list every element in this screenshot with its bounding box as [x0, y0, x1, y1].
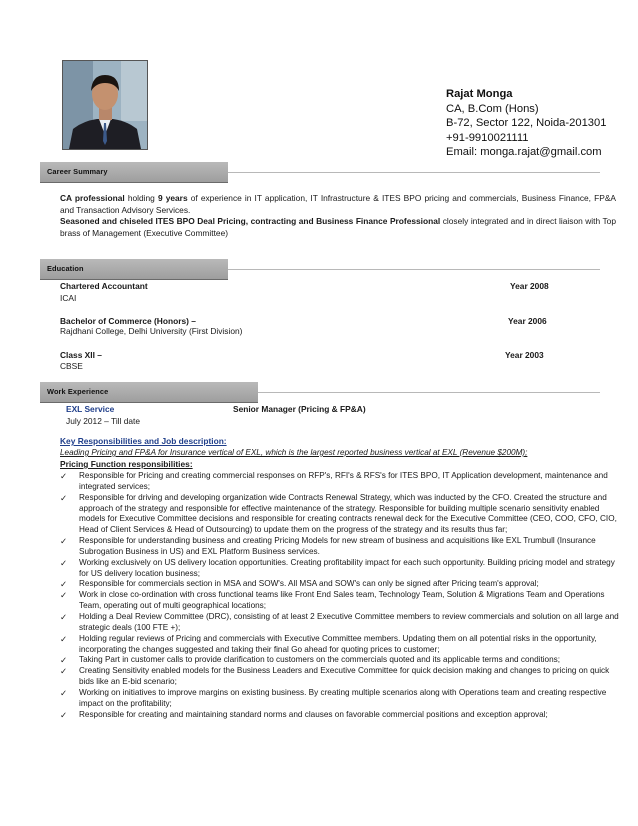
education-title-1: Bachelor of Commerce (Honors) –	[60, 316, 196, 326]
education-institution-2: CBSE	[60, 361, 83, 371]
education-year-2: Year 2003	[505, 350, 544, 360]
check-icon: ✓	[60, 557, 68, 568]
list-item	[60, 471, 620, 493]
summary-text: of experience in IT application, IT Infrastructure & ITES BPO pricing and commercials, Business Finance, FP&A and Transaction Advisory Services.	[60, 193, 616, 215]
summary-bold: 9 years	[157, 193, 188, 203]
list-item-text: Working on initiatives to improve margins on existing business. By creating multiple scenarios along with Operations team and creating respective impact on the profitability;	[79, 687, 607, 708]
career-summary-text	[60, 193, 616, 239]
phone: +91-9910021111	[446, 131, 529, 144]
list-item-text: Responsible for understanding business and creating Pricing Models for new stream of business and acquisitions like EXL Trumbull (Insurance Subrogation Business in US) and EXL Platform Business services.	[79, 536, 596, 556]
contact-block	[446, 87, 606, 160]
career-summary-header	[40, 162, 228, 183]
work-experience-title: Work Experience	[47, 387, 109, 396]
list-item	[60, 590, 620, 612]
qualification: CA, B.Com (Hons)	[446, 102, 539, 115]
list-item	[60, 688, 620, 710]
list-item-text: Working exclusively on US delivery location opportunities. Creating profitability impact for each such opportunity. Building pricing model and strategy for US delivery location business;	[79, 557, 615, 578]
check-icon: ✓	[60, 666, 68, 677]
list-item-text: Responsible for driving and developing organization wide Contracts Renewal Strategy, which was inducted by the CFO. Created the structure and approach of the strategy and responsible for effective maintenance of the strategy. Responsible for building multiple scenario sensitivity enabled models for Executive Committee decisions and responsible for creating contracts renewal deck for the Executive Committee (CEO, COO, CFO, CIO, Head of Client Services & Head of Outsourcing) to update them on the progress of the strategy and its results thus far;	[79, 492, 617, 535]
company-name: EXL Service	[66, 404, 115, 414]
summary-paragraph-1	[60, 193, 616, 216]
education-title: Education	[47, 264, 84, 273]
list-item	[60, 655, 620, 666]
profile-photo	[62, 60, 148, 150]
summary-bold: CA professional	[60, 193, 125, 203]
list-item	[60, 579, 620, 590]
education-year-1: Year 2006	[508, 316, 547, 326]
list-item-text: Responsible for commercials section in MSA and SOW's. All MSA and SOW's can only be signed after Pricing team's approval;	[79, 579, 539, 589]
summary-bold: Seasoned and chiseled ITES BPO Deal Pricing, contracting and Business Finance Professional	[60, 216, 441, 227]
list-item-text: Taking Part in customer calls to provide clarification to customers on the commercials quoted and its applicable terms and conditions;	[79, 655, 561, 665]
education-year-0: Year 2008	[510, 281, 549, 291]
list-item	[60, 536, 620, 558]
candidate-name: Rajat Monga	[446, 88, 513, 100]
address: B-72, Sector 122, Noida-201301	[446, 117, 607, 129]
education-header	[40, 259, 228, 280]
check-icon: ✓	[60, 687, 68, 698]
check-icon: ✓	[60, 492, 68, 503]
summary-text: closely integrated and in direct liaison with Top brass of Management (Executive Committee)	[60, 216, 616, 238]
work-experience-header	[40, 382, 258, 403]
career-summary-title: Career Summary	[47, 167, 108, 176]
list-item	[60, 666, 620, 688]
list-item	[60, 710, 620, 721]
education-title-2: Class XII –	[60, 350, 102, 360]
check-icon: ✓	[60, 579, 68, 590]
email[interactable]: Email: monga.rajat@gmail.com	[446, 146, 602, 158]
check-icon: ✓	[60, 655, 68, 666]
key-responsibilities-heading: Key Responsibilities and Job description:	[60, 436, 227, 446]
job-role: Senior Manager (Pricing & FP&A)	[233, 404, 366, 414]
check-icon: ✓	[60, 590, 68, 601]
list-item-text: Holding a Deal Review Committee (DRC), consisting of at least 2 Executive Committee members to review commercials and solution on all large and strategic deals (100 FTE +);	[79, 611, 619, 632]
summary-paragraph-2	[60, 216, 616, 239]
education-institution-1: Rajdhani College, Delhi University (First Division)	[60, 326, 243, 336]
check-icon: ✓	[60, 611, 68, 622]
check-icon: ✓	[60, 536, 68, 547]
list-item-text: Responsible for Pricing and creating commercial responses on RFP's, RFI's & RFS's for ITES BPO, IT Application development, maintenance and integrated services;	[79, 471, 608, 491]
education-title-0: Chartered Accountant	[60, 281, 148, 291]
check-icon: ✓	[60, 633, 68, 644]
responsibility-list	[60, 471, 620, 720]
list-item-text: Creating Sensitivity enabled models for the Business Leaders and Executive Committee for quick decision making and changes to pricing on quick bids like an E-bid scenario;	[79, 666, 610, 687]
list-item-text: Work in close co-ordination with cross functional teams like Front End Sales team, Technology Team, Solution & Migrations Team and Operations Team, operating out of multi geographical locations;	[79, 590, 605, 611]
education-institution-0: ICAI	[60, 293, 77, 303]
summary-text: holding	[124, 193, 158, 203]
list-item-text: Responsible for creating and maintaining standard norms and clauses on favorable commercial positions and exception approval;	[79, 709, 548, 719]
profile-photo-image	[63, 61, 147, 149]
leading-statement: Leading Pricing and FP&A for Insurance vertical of EXL, which is the largest reported business vertical at EXL (Revenue $200M);	[60, 448, 528, 457]
check-icon: ✓	[60, 471, 68, 481]
list-item-text: Holding regular reviews of Pricing and commercials with Executive Committee members. Updating them on all potential risks in the opportunity, incorporating the changes suggested and taking their final Go ahead for quoting prices to customer;	[79, 633, 597, 654]
check-icon: ✓	[60, 709, 68, 720]
list-item	[60, 634, 620, 656]
pricing-function-heading: Pricing Function responsibilities:	[60, 459, 193, 469]
list-item	[60, 612, 620, 634]
job-period: July 2012 – Till date	[66, 416, 141, 426]
list-item	[60, 558, 620, 580]
list-item	[60, 493, 620, 536]
